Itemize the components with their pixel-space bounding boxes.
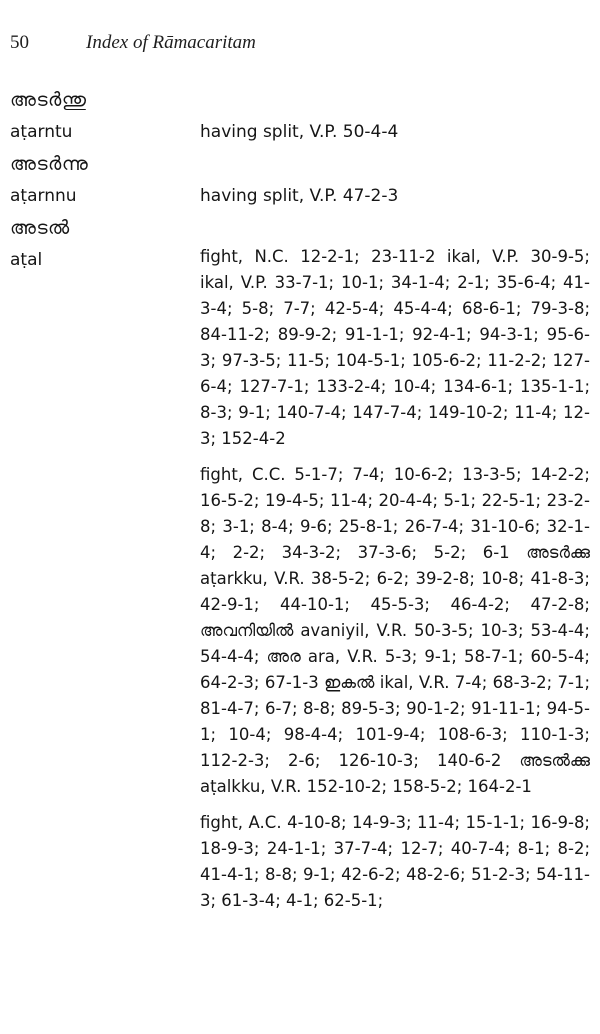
transliterated-headword: aṭarntu <box>10 122 73 142</box>
index-entries <box>10 84 590 914</box>
entry-row <box>10 244 590 914</box>
definition-paragraph-nc: fight, N.C. 12-2-1; 23-11-2 ikal, V.P. 30-9-5; ikal, V.P. 33-7-1; 10-1; 34-1-4; 2-1; 35-6-4; 41-3-4; 5-8; 7-7; 42-5-4; 45-4-4; 68-6-1; 79-3-8; 84-11-2; 89-9-2; 91-1-1; 92-4-1; 94-3-1; 95-6-3; 97-3-5; 11-5; 104-5-1; 105-6-2; 11-2-2; 127-6-4; 127-7-1; 133-2-4; 10-4; 134-6-1; 135-1-1; 8-3; 9-1; 140-7-4; 147-7-4; 149-10-2; 11-4; 12-3; 152-4-2 <box>200 247 590 448</box>
entry-definition: having split, V.P. 50-4-4 <box>200 122 399 142</box>
malayalam-headword: അടർന്നു <box>10 153 89 175</box>
malayalam-headword: അടർന്തു <box>10 89 87 111</box>
entry-row <box>10 180 590 212</box>
entry-definition: having split, V.P. 47-2-3 <box>200 186 399 206</box>
definition-paragraph-ac: fight, A.C. 4-10-8; 14-9-3; 11-4; 15-1-1; 16-9-8; 18-9-3; 24-1-1; 37-7-4; 12-7; 40-7-4; 8-1; 8-2; 41-4-1; 8-8; 9-1; 42-6-2; 48-2-6; 51-2-3; 54-11-3; 61-3-4; 4-1; 62-5-1; <box>200 813 590 910</box>
definition-paragraph-cc: fight, C.C. 5-1-7; 7-4; 10-6-2; 13-3-5; 14-2-2; 16-5-2; 19-4-5; 11-4; 20-4-4; 5-1; 22-5-1; 23-2-8; 3-1; 8-4; 9-6; 25-8-1; 26-7-4; 31-10-6; 32-1-4; 2-2; 34-3-2; 37-3-6; 5-2; 6-1 അടർക്കു aṭarkku, V.R. 38-5-2; 6-2; 39-2-8; 10-8; 41-8-3; 42-9-1; 44-10-1; 45-5-3; 46-4-2; 47-2-8; അവനിയിൽ avaniyil, V.R. 50-3-5; 10-3; 53-4-4; 54-4-4; അര ara, V.R. 5-3; 9-1; 58-7-1; 60-5-4; 64-2-3; 67-1-3 ഇകൽ ikal, V.R. 7-4; 68-3-2; 7-1; 81-4-7; 6-7; 8-8; 89-5-3; 90-1-2; 91-11-1; 94-5-1; 10-4; 98-4-4; 101-9-4; 108-6-3; 110-1-3; 112-2-3; 2-6; 126-10-3; 140-6-2 അടൽക്കു aṭalkku, V.R. 152-10-2; 158-5-2; 164-2-1 <box>200 465 590 796</box>
transliterated-headword: aṭarnnu <box>10 186 77 206</box>
page-number: 50 <box>10 32 29 53</box>
index-entry <box>10 84 590 148</box>
entry-definition <box>200 244 590 914</box>
running-title: Index of Rāmacaritam <box>86 32 256 53</box>
malayalam-headword: അടൽ <box>10 217 70 239</box>
index-entry <box>10 148 590 212</box>
index-entry <box>10 212 590 914</box>
transliterated-headword: aṭal <box>10 250 43 270</box>
page-header <box>10 32 256 54</box>
entry-row <box>10 116 590 148</box>
